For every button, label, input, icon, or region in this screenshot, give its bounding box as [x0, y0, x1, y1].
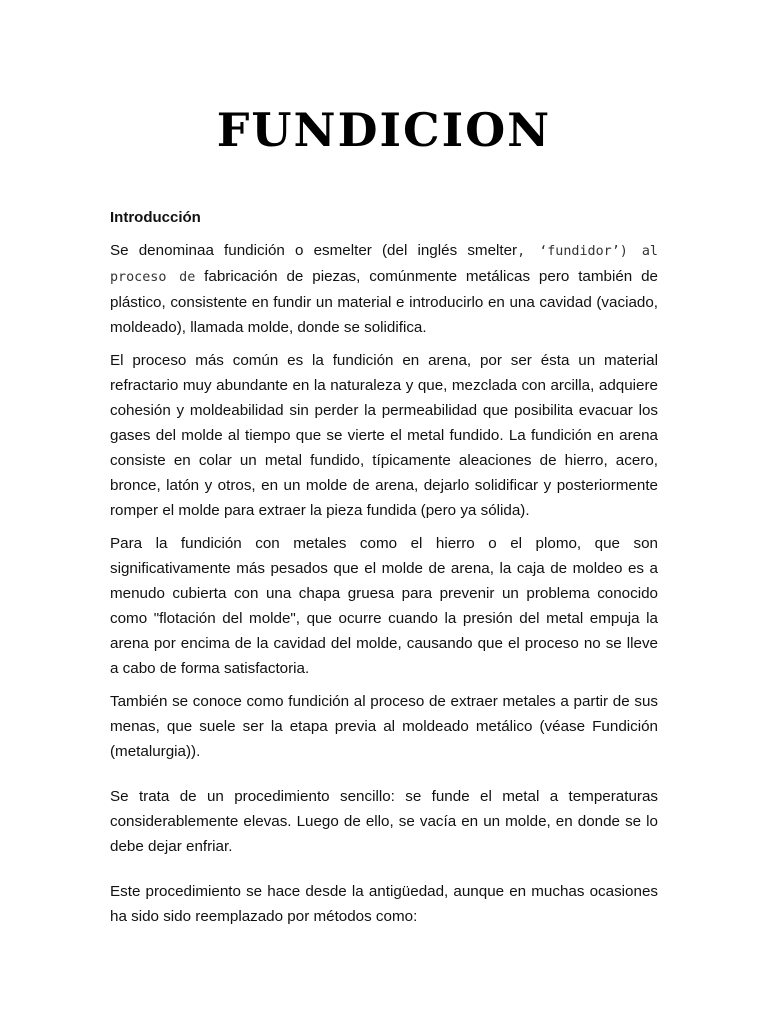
paragraph-1-rest: fabricación de piezas, comúnmente metálicas pero también de plástico, consistente en fundir un material e introducirlo en una cavidad (vaciado, moldeado), llamada molde, donde se solidifica.	[110, 268, 658, 336]
document-title: FUNDICION	[216, 103, 552, 157]
section-heading: Introducción	[110, 209, 201, 226]
paragraph-5: Se trata de un procedimiento sencillo: se funde el metal a temperaturas considerablemente elevas. Luego de ello, se vacía en un molde, en donde se lo debe dejar enfriar.	[110, 788, 658, 855]
paragraph-1-mono: , ‘fundidor’) al proceso de	[110, 244, 658, 285]
paragraph-6: Este procedimiento se hace desde la antigüedad, aunque en muchas ocasiones ha sido sido reemplazado por métodos como:	[110, 883, 658, 925]
paragraph-2: El proceso más común es la fundición en arena, por ser ésta un material refractario muy abundante en la naturaleza y que, mezclada con arcilla, adquiere cohesión y moldeabilidad sin perder la permeabilidad que posibilita evacuar los gases del molde al tiempo que se vierte el metal fundido. La fundición en arena consiste en colar un metal fundido, típicamente aleaciones de hierro, acero, bronce, latón y otros, en un molde de arena, dejarlo solidificar y posteriormente romper el molde para extraer la pieza fundida (pero ya sólida).	[110, 352, 658, 519]
paragraph-4: También se conoce como fundición al proceso de extraer metales a partir de sus menas, que suele ser la etapa previa al moldeado metálico (véase Fundición (metalurgia)).	[110, 693, 658, 760]
paragraph-1	[110, 238, 658, 340]
document-body	[110, 206, 658, 937]
paragraph-1-start: Se denominaa fundición o esmelter (del inglés smelter	[110, 242, 518, 259]
paragraph-3: Para la fundición con metales como el hierro o el plomo, que son significativamente más pesados que el molde de arena, la caja de moldeo es a menudo cubierta con una chapa gruesa para prevenir un problema conocido como "flotación del molde", que ocurre cuando la presión del metal empuja la arena por encima de la cavidad del molde, causando que el proceso no se lleve a cabo de forma satisfactoria.	[110, 535, 658, 677]
